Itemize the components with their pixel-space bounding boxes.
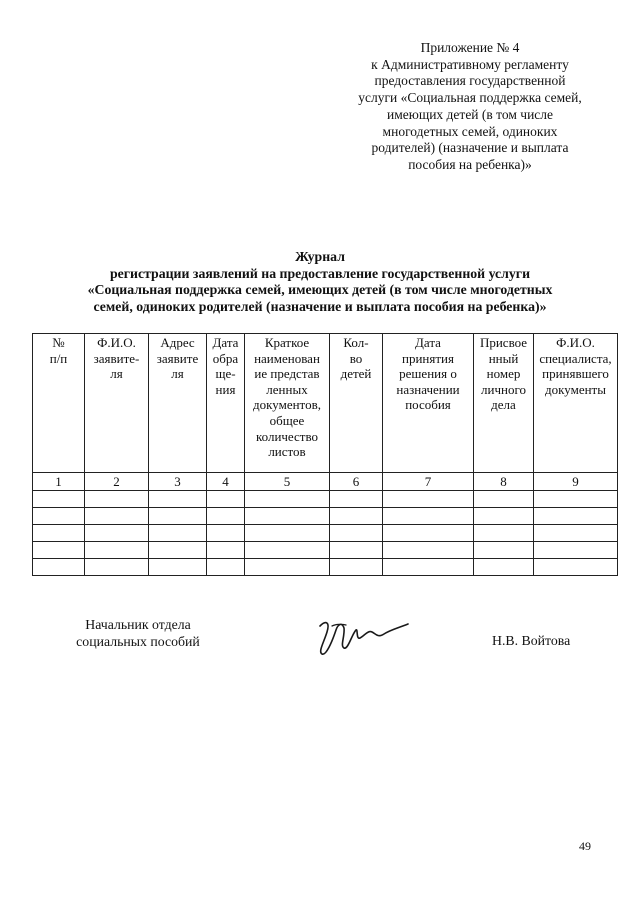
table-row xyxy=(33,559,618,576)
header-line: нный xyxy=(488,350,519,366)
column-header-2 xyxy=(85,334,149,473)
header-line: ля xyxy=(110,366,123,382)
header-line: Ф.И.О. xyxy=(556,335,595,350)
appendix-line: родителей) (назначение и выплата xyxy=(371,140,569,156)
title-line: Журнал xyxy=(295,249,345,264)
header-line: Кол- xyxy=(343,335,369,350)
appendix-line: предоставления государственной xyxy=(374,73,566,89)
header-row xyxy=(33,334,618,473)
header-line: номер xyxy=(486,366,521,382)
column-number: 3 xyxy=(149,473,207,491)
header-line: принявшего xyxy=(542,366,609,382)
header-line: Дата xyxy=(415,335,441,350)
header-line: заявите xyxy=(156,350,199,366)
header-line: ния xyxy=(215,381,236,397)
position-line: Начальник отдела xyxy=(85,617,191,632)
title-line: семей, одиноких родителей (назначение и выплата пособия на ребенка)» xyxy=(93,298,547,314)
position-line: социальных пособий xyxy=(76,633,200,649)
column-number: 5 xyxy=(245,473,330,491)
column-header-6 xyxy=(330,334,383,473)
table-row xyxy=(33,491,618,508)
column-number: 2 xyxy=(85,473,149,491)
journal-title xyxy=(40,249,600,315)
header-line: Краткое xyxy=(264,335,310,350)
column-number: 4 xyxy=(207,473,245,491)
header-line: Адрес xyxy=(160,335,195,350)
header-line: принятия xyxy=(402,350,454,366)
appendix-line: услуги «Социальная поддержка семей, xyxy=(358,90,582,106)
header-line: Присвое xyxy=(479,335,528,350)
signatory-position xyxy=(68,617,208,650)
header-line: наименован xyxy=(254,350,320,366)
appendix-line: Приложение № 4 xyxy=(420,40,520,55)
header-line: специалиста, xyxy=(539,350,612,366)
appendix-line: пособия на ребенка)» xyxy=(408,156,532,172)
header-line: листов xyxy=(268,444,306,460)
appendix-line: имеющих детей (в том числе xyxy=(386,106,554,122)
header-line: документов, xyxy=(253,397,321,413)
header-line: личного xyxy=(481,381,526,397)
column-number: 8 xyxy=(474,473,534,491)
column-number: 9 xyxy=(534,473,618,491)
appendix-line: многодетных семей, одиноких xyxy=(382,123,558,139)
page-number: 49 xyxy=(579,839,591,853)
column-header-9 xyxy=(534,334,618,473)
column-header-8 xyxy=(474,334,534,473)
header-line: Ф.И.О. xyxy=(97,335,136,350)
column-header-3 xyxy=(149,334,207,473)
header-line: п/п xyxy=(49,350,68,366)
header-line: ля xyxy=(171,366,184,382)
table-row xyxy=(33,508,618,525)
column-header-5 xyxy=(245,334,330,473)
table-row xyxy=(33,542,618,559)
header-line: решения о xyxy=(399,366,457,382)
header-line: Дата xyxy=(212,335,239,350)
column-header-4 xyxy=(207,334,245,473)
table-row xyxy=(33,525,618,542)
header-line: общее xyxy=(269,412,305,428)
header-line: назначении xyxy=(396,381,460,397)
header-line: № xyxy=(52,335,65,350)
appendix-block xyxy=(335,40,605,174)
column-number-row xyxy=(33,473,618,491)
title-line: регистрации заявлений на предоставление государственной услуги xyxy=(109,265,531,281)
column-header-1 xyxy=(33,334,85,473)
header-line: дела xyxy=(491,397,516,413)
appendix-line: к Административному регламенту xyxy=(371,56,569,72)
header-line: детей xyxy=(340,366,372,382)
title-line: «Социальная поддержка семей, имеющих детей (в том числе многодетных xyxy=(87,282,553,298)
header-line: количество xyxy=(255,428,319,444)
header-line: ие представ xyxy=(254,366,320,382)
journal-table xyxy=(32,333,618,576)
header-line: обра xyxy=(212,350,239,366)
column-number: 1 xyxy=(33,473,85,491)
header-line: ленных xyxy=(266,381,308,397)
header-line: во xyxy=(349,350,363,366)
header-line: документы xyxy=(545,381,606,397)
column-number: 6 xyxy=(330,473,383,491)
header-line: заявите- xyxy=(93,350,140,366)
header-line: ще- xyxy=(215,366,236,382)
signatory-name: Н.В. Войтова xyxy=(492,633,571,648)
column-number: 7 xyxy=(383,473,474,491)
column-header-7 xyxy=(383,334,474,473)
header-line: пособия xyxy=(405,397,451,413)
handwritten-signature xyxy=(312,612,412,658)
